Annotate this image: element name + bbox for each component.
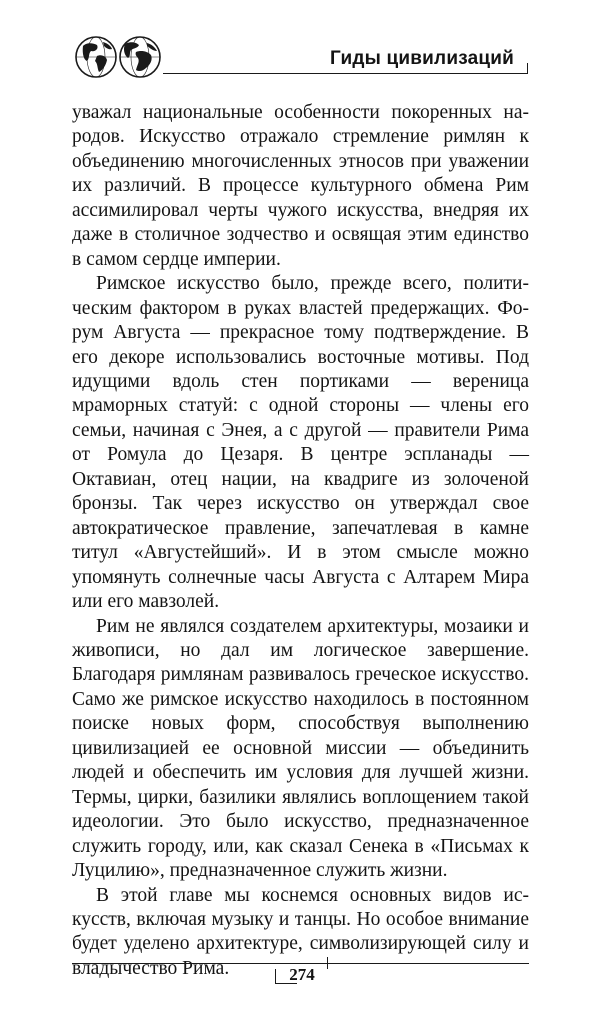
running-header-title: Гиды цивилизаций xyxy=(329,48,514,69)
paragraph: уважал национальные особенности покоренных народов. Искусство отражало стремление римлян к объединению многочисленных этносов при уважении их различий. В процессе культурного обмена Рим ассимилировал черты чужого искусства, внедряя их даже в столичное зодчество и освящая этим единство в самом сердце империи. xyxy=(72,102,529,270)
running-header xyxy=(73,34,528,84)
body-text xyxy=(72,101,529,981)
header-rule xyxy=(163,73,528,74)
folio-bracket-right xyxy=(327,957,328,969)
footer-rule xyxy=(72,963,529,964)
folio-bracket-left xyxy=(275,969,276,983)
paragraph: Римское искусство было, прежде всего, политическим фактором в руках властей предержащих. Форум Августа — прекрасное тому подтверждение. В его декоре использовались восточные мотивы. Под идущими вдоль стен портиками — вереница мраморных статуй: с одной стороны — члены его семьи, начиная с Энея, а с другой — правители Рима от Ромула до Цезаря. В центре эспланады — Октавиан, отец нации, на квадриге из золоченой бронзы. Так через искусство он утверждал свое автократическое правление, запечатлевая в камне титул «Августейший». И в этом смысле можно упомянуть солнечные часы Августа с Алтарем Мира или его мавзолей. xyxy=(72,273,529,613)
twin-globes-icon xyxy=(73,34,165,80)
page-footer xyxy=(72,957,529,987)
page-number: 274 xyxy=(289,965,315,984)
header-rule-tick xyxy=(527,63,528,73)
paragraph: В этой главе мы коснемся основных видов искусств, включая музыку и танцы. Но особое внимание будет уделено архитектуре, символизирующей силу и владычество Рима. xyxy=(72,884,529,979)
paragraph: Рим не являлся создателем архитектуры, мозаики и живописи, но дал им логическое завершение. Благодаря римлянам развивалось греческое искусство. Само же римское искусство находилось в постоянном поиске новых форм, способствуя выполнению цивилизацией ее основной миссии — объединить людей и обеспечить им условия для лучшей жизни. Термы, цирки, базилики являлись воплощением такой идеологии. Это было искусство, предназначенное служить городу, или, как сказал Сенека в «Письмах к Луцилию», предназначенное служить жизни. xyxy=(72,615,529,882)
